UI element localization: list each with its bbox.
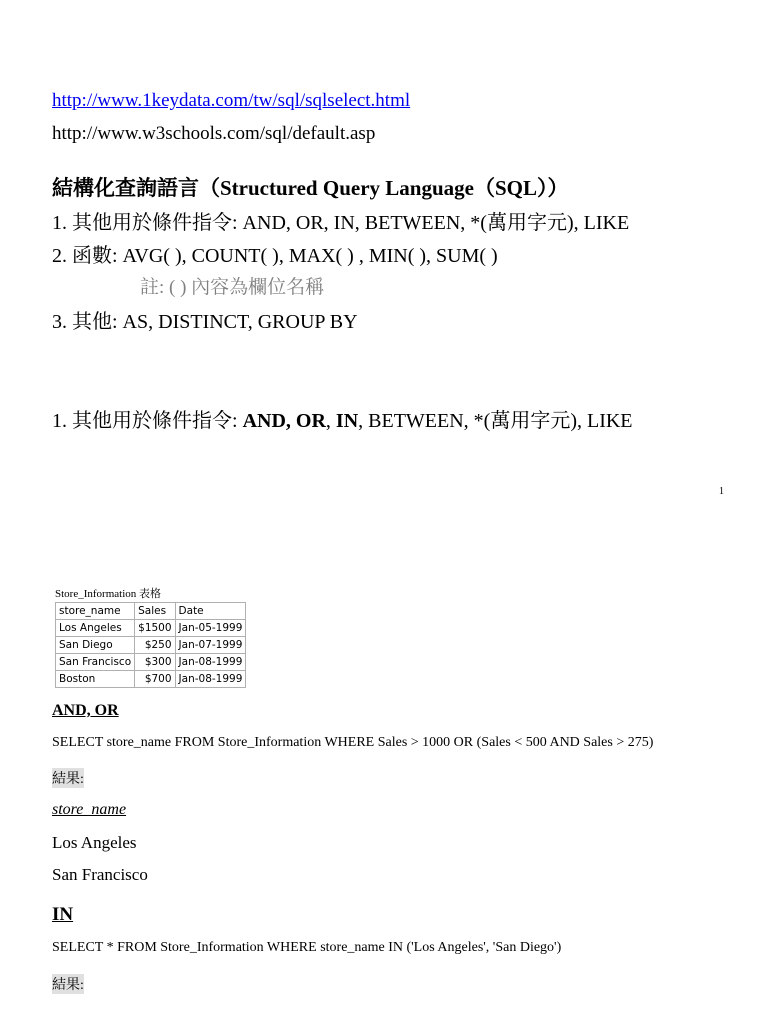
table-cell: $300 [135,654,175,671]
list-item-other: 3. 其他: AS, DISTINCT, GROUP BY [52,311,358,333]
table-cell: Jan-08-1999 [175,654,246,671]
table-cell: $700 [135,671,175,688]
comma-2: , [325,410,336,432]
conditions-heading [52,404,633,433]
list-item-conditions: 1. 其他用於條件指令: AND, OR, IN, BETWEEN, *(萬用字元), LIKE [52,212,630,234]
and-or-result-label: 結果: [52,768,84,788]
table-header-cell: Sales [135,603,175,620]
in-heading: IN [52,904,74,925]
w3schools-url-text: http://www.w3schools.com/sql/default.asp [52,123,376,144]
result-row: Los Angeles [52,833,137,852]
table-cell: $250 [135,637,175,654]
table-cell: $1500 [135,620,175,637]
table-cell: Jan-05-1999 [175,620,246,637]
in-sql: SELECT * FROM Store_Information WHERE store_name IN ('Los Angeles', 'San Diego') [52,940,562,955]
table-cell: San Diego [56,637,135,654]
table-cell: San Francisco [56,654,135,671]
table-header-row [56,603,246,620]
keyword-or: OR [295,410,326,432]
table-header-cell: Date [175,603,246,620]
list-note: 註: ( ) 內容為欄位名稱 [140,277,325,298]
link-1keydata[interactable]: http://www.1keydata.com/tw/sql/sqlselect.html [52,90,411,111]
conditions-heading-rest: , BETWEEN, *(萬用字元), LIKE [358,410,633,432]
document-title: 結構化查詢語言（Structured Query Language（SQL）） [52,176,569,200]
table-caption: Store_Information 表格 [55,588,162,600]
store-information-table [55,602,246,688]
table-cell: Jan-08-1999 [175,671,246,688]
result-row: San Francisco [52,865,148,884]
and-or-heading: AND, OR [52,702,119,719]
table-cell: Jan-07-1999 [175,637,246,654]
page-number: 1 [719,486,724,497]
in-result-label: 結果: [52,974,84,994]
table-row [56,654,246,671]
table-row [56,671,246,688]
comma-1: , [285,410,296,432]
conditions-heading-prefix: 1. 其他用於條件指令: [52,410,243,432]
store-information-table-wrap [55,602,246,688]
table-row [56,637,246,654]
keyword-and: AND [242,410,286,432]
keyword-in: IN [335,410,359,432]
table-row [56,620,246,637]
and-or-sql: SELECT store_name FROM Store_Information WHERE Sales > 1000 OR (Sales < 500 AND Sales > 275) [52,735,654,750]
table-cell: Los Angeles [56,620,135,637]
list-item-functions: 2. 函數: AVG( ), COUNT( ), MAX( ) , MIN( ), SUM( ) [52,245,498,267]
result-column-header: store_name [52,801,127,818]
table-header-cell: store_name [56,603,135,620]
table-cell: Boston [56,671,135,688]
